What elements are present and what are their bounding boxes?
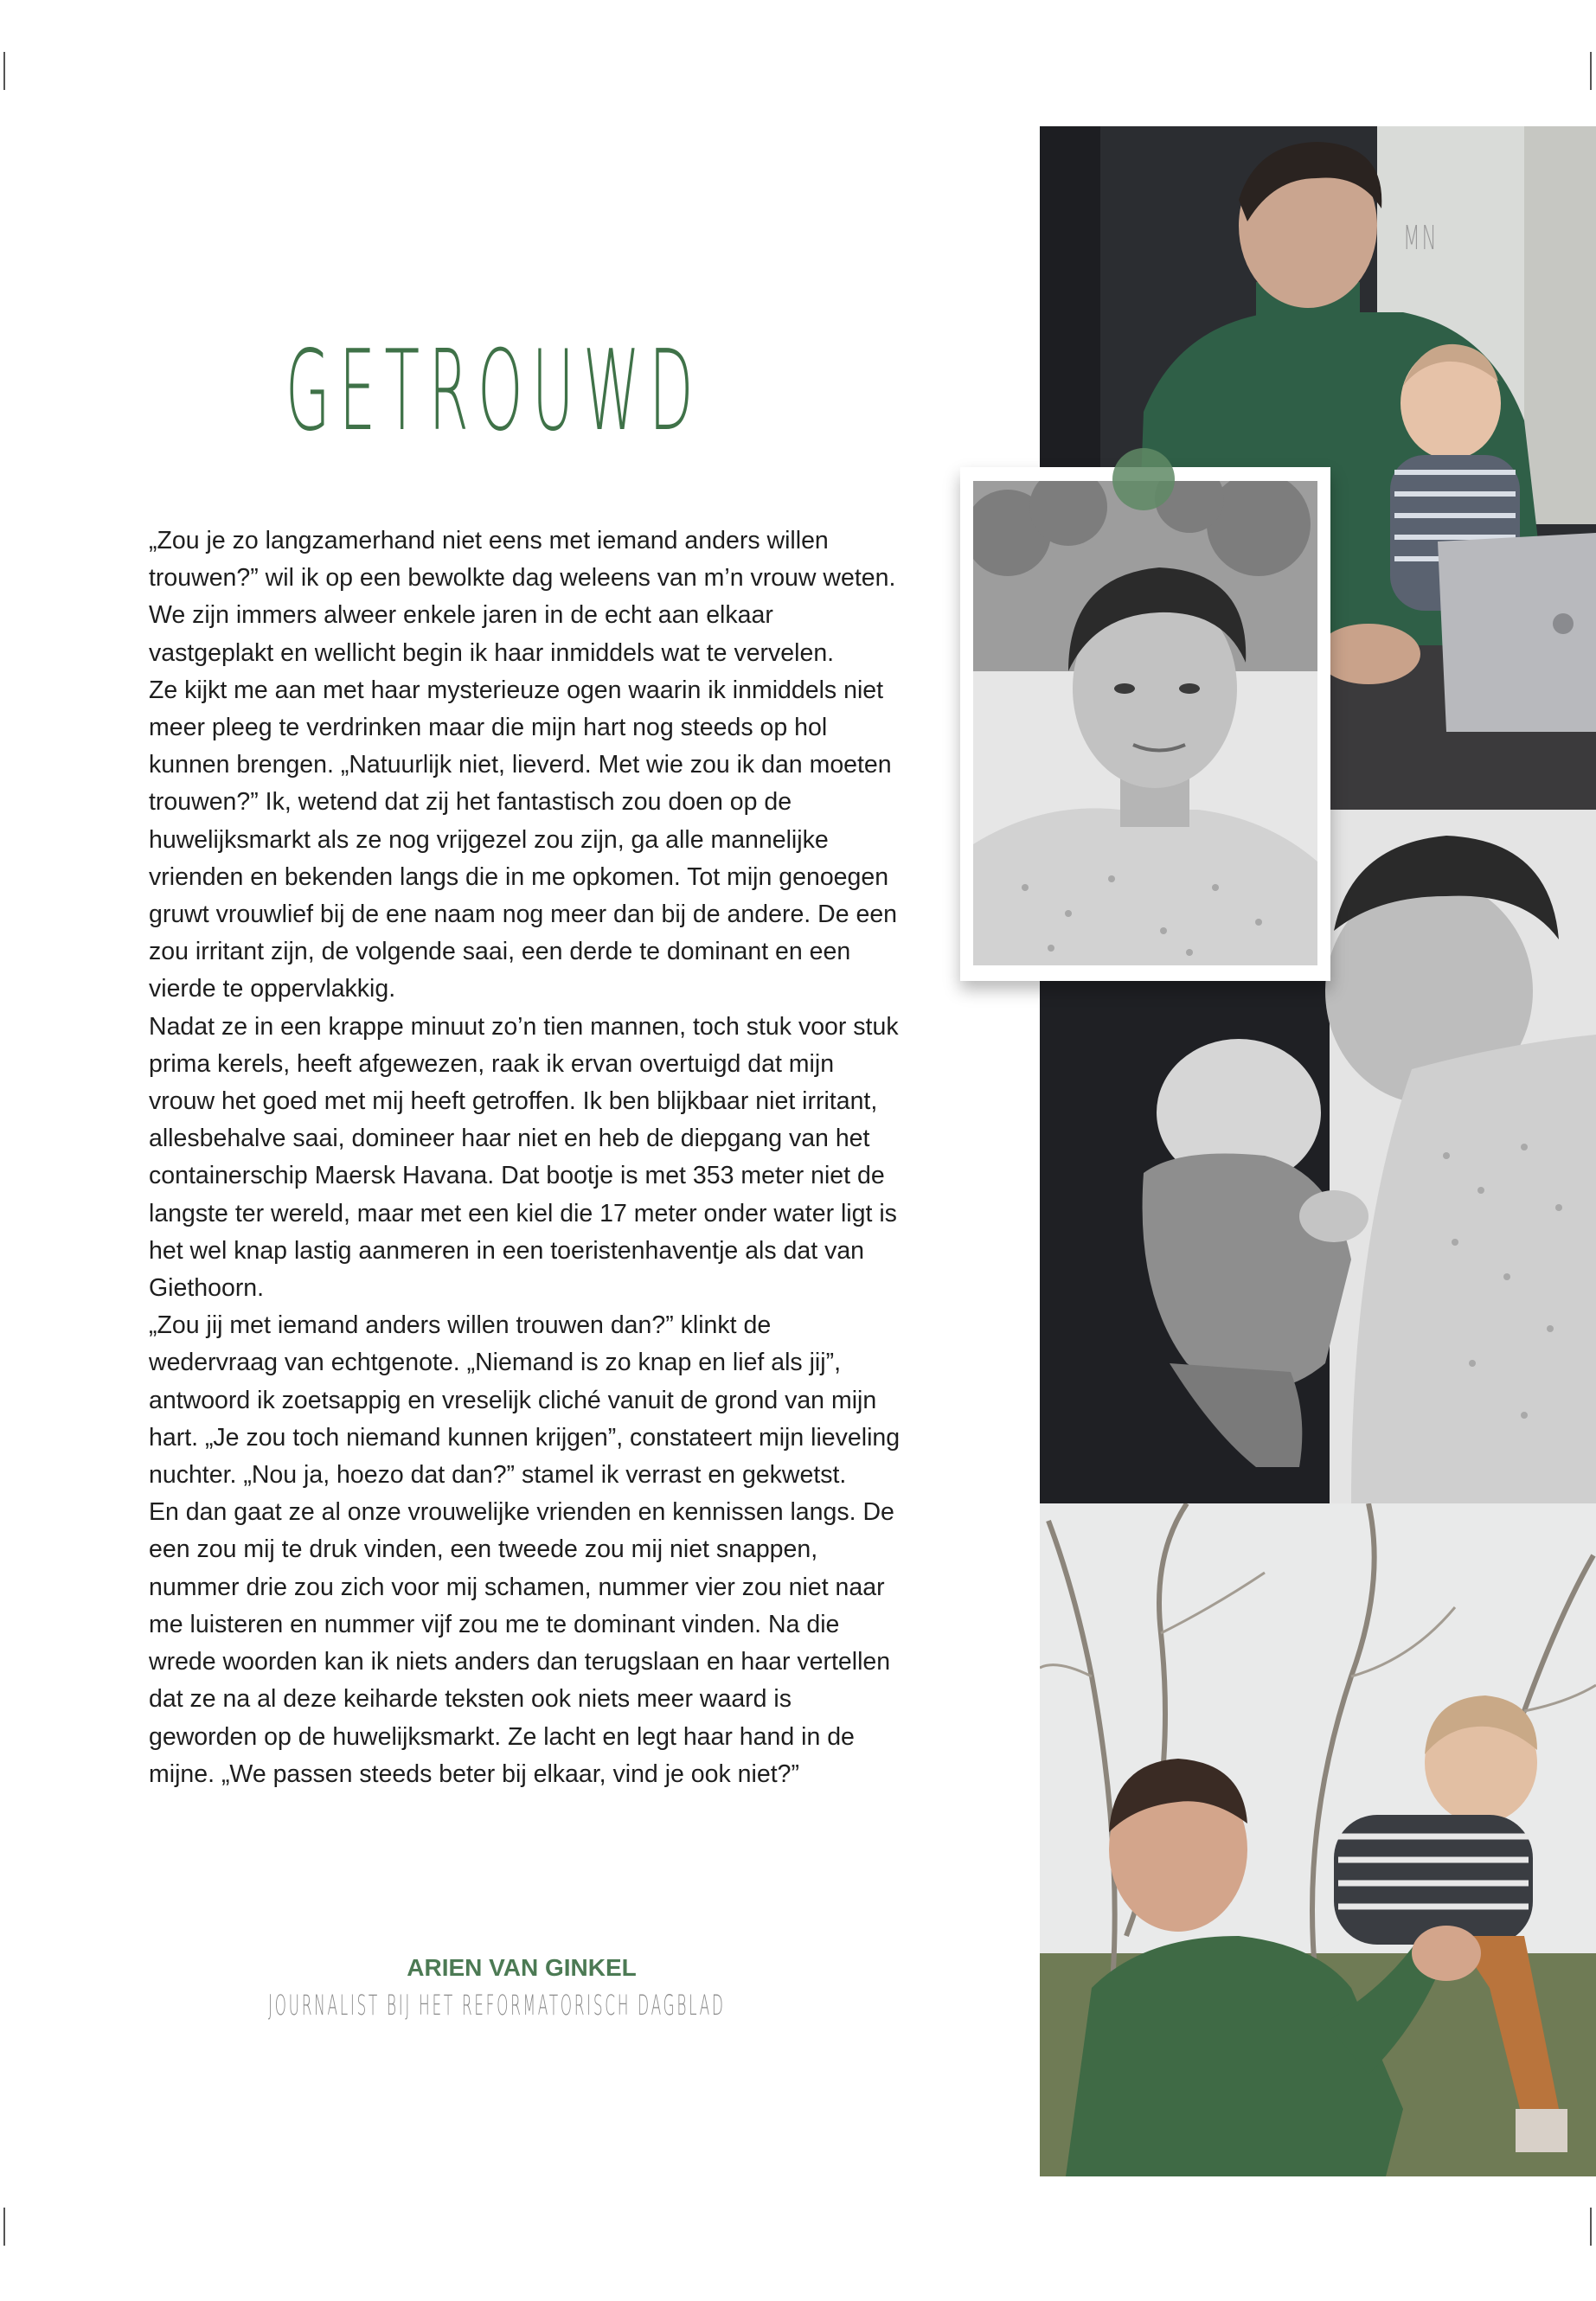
crop-mark-bottom-left [3, 2208, 5, 2246]
column-label: MN [1403, 219, 1439, 257]
crop-mark-bottom-right [1590, 2208, 1592, 2246]
portrait-photo [973, 481, 1317, 965]
crop-mark-top-left [3, 52, 5, 90]
photo-father-lifting-baby [1040, 1503, 1596, 2176]
article-body [149, 522, 901, 1793]
article-paragraph: „Zou jij met iemand anders willen trouwen dan?” klinkt de wedervraag van echtgenote. „Niemand is zo knap en lief als jij”, antwoord ik zoetsappig en vreselijk cliché vanuit de grond van mijn hart. „Je zou toch niemand kunnen krijgen”, constateert mijn lieveling nuchter. „Nou ja, hoezo dat dan?” stamel ik verrast en gekwetst. [149, 1311, 901, 1490]
author-name: ARIEN VAN GINKEL [407, 1954, 637, 1981]
page-title: GETROUWD [285, 327, 702, 456]
article-paragraph: „Zou je zo langzamerhand niet eens met iemand anders willen trouwen?” wil ik op een bewolkte dag weleens van m’n vrouw weten. We zijn immers alweer enkele jaren in de echt aan elkaar vastgeplakt en wellicht begin ik haar inmiddels wat te vervelen. [149, 527, 896, 667]
article-paragraph: Ze kijkt me aan met haar mysterieuze ogen waarin ik inmiddels niet meer pleeg te verdrinken maar die mijn hart nog steeds op hol kunnen brengen. „Natuurlijk niet, lieverd. Met wie zou ik dan moeten trouwen?” Ik, wetend dat zij het fantastisch zou doen op de huwelijksmarkt als ze nog vrijgezel zou zijn, ga alle mannelijke vrienden en bekenden langs die in me opkomen. Tot mijn genoegen gruwt vrouwlief bij de ene naam nog meer dan bij de andere. De een zou irritant zijn, de volgende saai, een derde te dominant en een vierde te oppervlakkig. [149, 676, 898, 1003]
pin-icon [1112, 448, 1175, 510]
crop-mark-top-right [1590, 52, 1592, 90]
article-paragraph: Nadat ze in een krappe minuut zo’n tien mannen, toch stuk voor stuk prima kerels, heeft afgewezen, raak ik ervan overtuigd dat mijn vrouw het goed met mij heeft getroffen. Ik ben blijkbaar niet irritant, allesbehalve saai, domineer haar niet en heb de diepgang van het containerschip Maersk Havana. Dat bootje is met 353 meter niet de langste ter wereld, maar met een kiel die 17 meter onder water ligt is het wel knap lastig aanmeren in een toeristenhaventje als dat van Giethoorn. [149, 1012, 899, 1303]
polaroid-portrait [960, 467, 1330, 981]
article-paragraph: En dan gaat ze al onze vrouwelijke vrienden en kennissen langs. De een zou mij te druk vinden, een tweede zou mij niet snappen, nummer drie zou zich voor mij schamen, nummer vier zou niet naar me luisteren en nummer vijf zou me te dominant vinden. Na die wrede woorden kan ik niets anders dan terugslaan en haar vertellen dat ze na al deze keiharde teksten ook niets meer waard is geworden op de huwelijksmarkt. Ze lacht en legt haar hand in de mijne. „We passen steeds beter bij elkaar, vind je ook niet?” [149, 1498, 894, 1788]
author-role: JOURNALIST BIJ HET REFORMATORISCH DAGBLAD [268, 1989, 726, 2022]
